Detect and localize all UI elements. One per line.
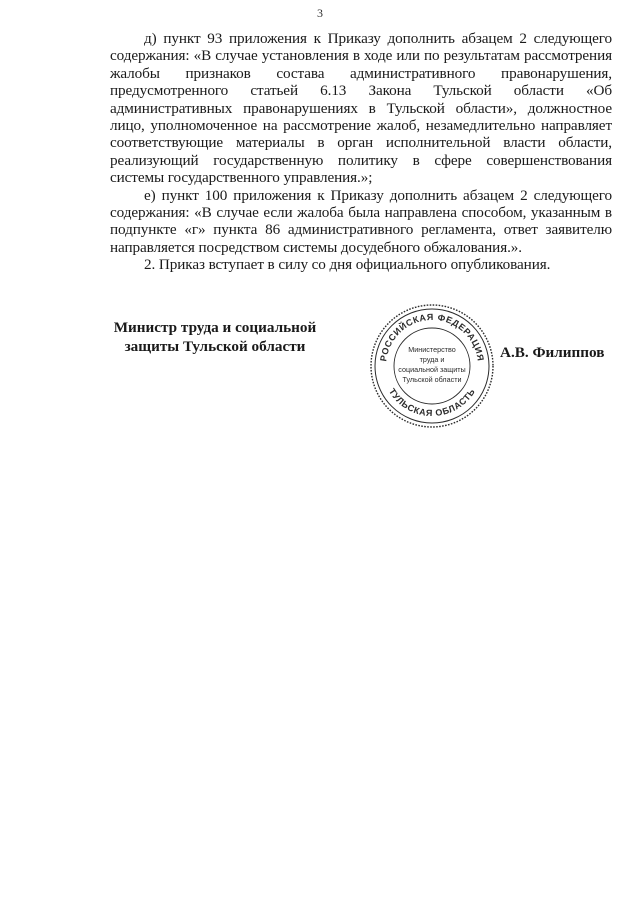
paragraph-e: е) пункт 100 приложения к Приказу дополнить абзацем 2 следующего содержания: «В случае если жалоба была направлена способом, указанным в подпункте «г» пункта 86 административного регламента, ответ заявителю направляется посредством системы досудебного обжалования.». — [110, 186, 612, 256]
paragraph-d: д) пункт 93 приложения к Приказу дополнить абзацем 2 следующего содержания: «В случае установления в ходе или по результатам рассмотрения жалобы признаков состава административного правонарушения, предусмотренного статьей 6.13 Закона Тульской области «Об административных правонарушениях в Тульской области», должностное лицо, уполномоченное на рассмотрение жалоб, незамедлительно направляет соответствующие материалы в орган исполнительной власти области, реализующий государственную политику в сфере совершенствования системы государственного управления.»; — [110, 30, 612, 187]
page-number: 3 — [317, 6, 323, 20]
signatory-position-line-2: защиты Тульской области — [124, 338, 306, 355]
paragraph-effective-date: 2. Приказ вступает в силу со дня официального опубликования. — [144, 256, 551, 274]
seal-graphic — [368, 302, 496, 430]
seal-inner-line-3: социальной защиты — [398, 365, 466, 374]
seal-outer-top-text: РОССИЙСКАЯ ФЕДЕРАЦИЯ — [378, 311, 486, 363]
official-seal — [368, 302, 496, 430]
signatory-position-line-1: Министр труда и социальной — [113, 319, 317, 336]
seal-inner-line-1: Министерство — [408, 345, 456, 354]
seal-inner-line-2: труда и — [419, 355, 445, 364]
document-body — [110, 30, 612, 274]
signatory-position — [110, 318, 320, 356]
seal-inner-line-4: Тульской области — [402, 375, 462, 384]
seal-outer-bottom-text: ТУЛЬСКАЯ ОБЛАСТЬ — [386, 386, 478, 419]
signatory-name: А.В. Филиппов — [500, 344, 605, 361]
